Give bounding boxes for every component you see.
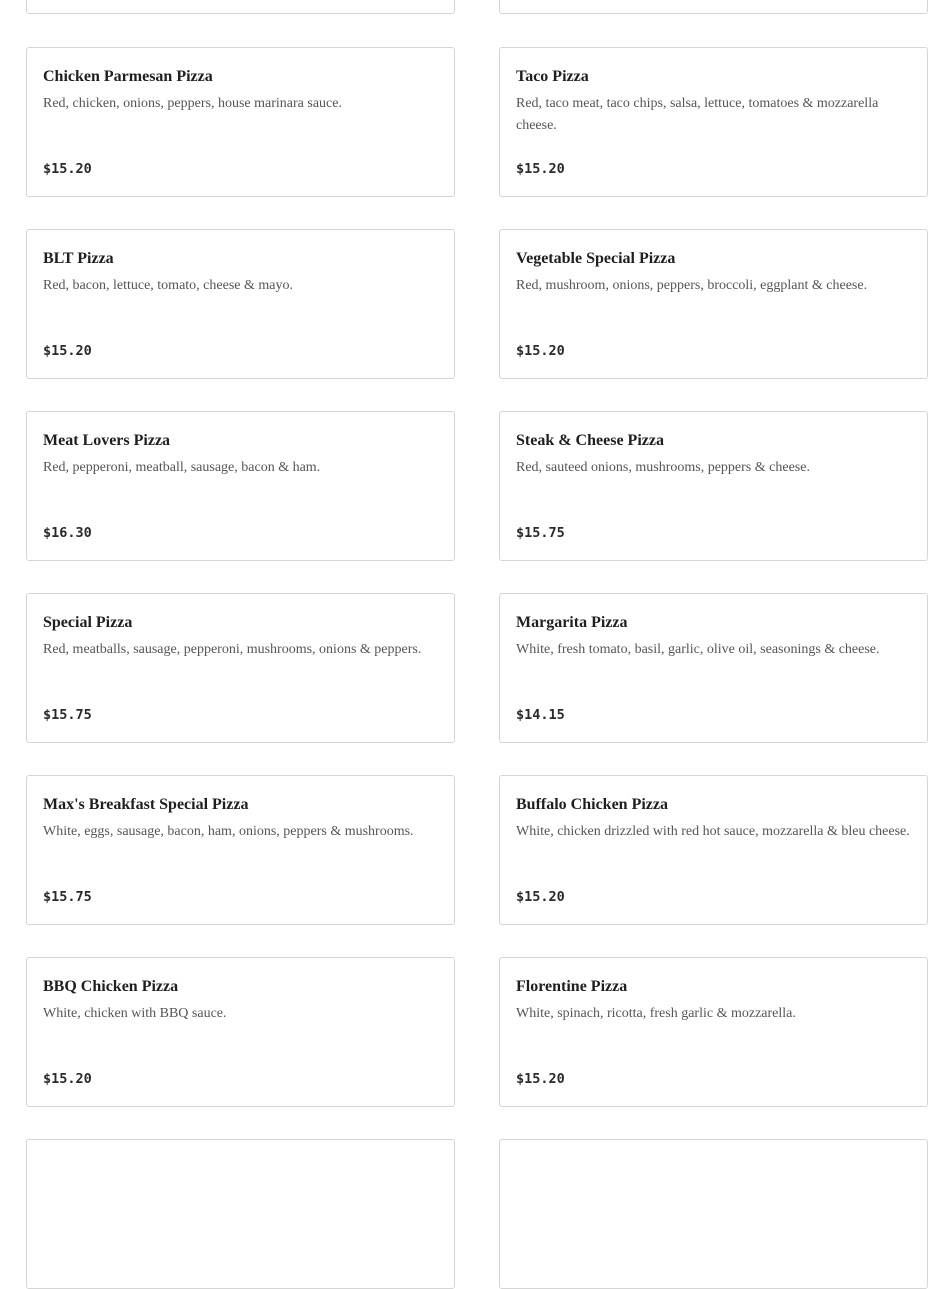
menu-item-description: Red, meatballs, sausage, pepperoni, mushrooms, onions & peppers. — [43, 642, 422, 657]
menu-item-card[interactable] — [26, 775, 455, 925]
menu-item-card[interactable] — [499, 957, 928, 1107]
menu-item-card[interactable] — [499, 411, 928, 561]
menu-item-name: Buffalo Chicken Pizza — [516, 796, 668, 813]
menu-item-name: BLT Pizza — [43, 250, 114, 267]
menu-item-card[interactable] — [26, 957, 455, 1107]
menu-item-description: Red, mushroom, onions, peppers, broccoli, eggplant & cheese. — [516, 278, 868, 293]
menu-item-price: $15.75 — [43, 707, 92, 723]
menu-item-name: Florentine Pizza — [516, 978, 628, 995]
menu-item-price: $15.20 — [516, 343, 565, 359]
menu-item-price: $15.75 — [43, 889, 92, 905]
menu-item-card[interactable] — [499, 47, 928, 197]
menu-item-price: $15.20 — [43, 161, 92, 177]
menu-item-description: White, fresh tomato, basil, garlic, olive oil, seasonings & cheese. — [516, 642, 880, 657]
menu-item-description: Red, sauteed onions, mushrooms, peppers & cheese. — [516, 460, 810, 475]
menu-item-description: Red, taco meat, taco chips, salsa, lettuce, tomatoes & mozzarella cheese. — [516, 96, 879, 133]
menu-item-name: Margarita Pizza — [516, 614, 628, 631]
menu-item-name: Special Pizza — [43, 614, 133, 631]
menu-item-description: Red, pepperoni, meatball, sausage, bacon & ham. — [43, 460, 321, 475]
menu-item-card[interactable] — [499, 593, 928, 743]
menu-item-price: $15.20 — [516, 161, 565, 177]
menu-item-card-partial-bottom-right[interactable] — [499, 1139, 928, 1289]
menu-item-price: $15.20 — [516, 1071, 565, 1087]
menu-item-card-partial-top-right[interactable] — [499, 0, 928, 14]
menu-item-price: $14.15 — [516, 707, 565, 723]
menu-item-description: Red, bacon, lettuce, tomato, cheese & mayo. — [43, 278, 293, 293]
menu-item-description: White, chicken with BBQ sauce. — [43, 1006, 227, 1021]
menu-item-card[interactable] — [26, 411, 455, 561]
menu-item-price: $15.20 — [516, 889, 565, 905]
menu-item-card[interactable] — [26, 47, 455, 197]
menu-item-name: Steak & Cheese Pizza — [516, 432, 664, 449]
menu-item-price: $15.20 — [43, 1071, 92, 1087]
menu-item-name: Taco Pizza — [516, 68, 589, 85]
menu-item-card[interactable] — [499, 229, 928, 379]
menu-item-name: BBQ Chicken Pizza — [43, 978, 179, 995]
menu-item-name: Max's Breakfast Special Pizza — [43, 796, 249, 813]
menu-item-card[interactable] — [26, 229, 455, 379]
menu-item-price: $16.30 — [43, 525, 92, 541]
menu-item-price: $15.20 — [43, 343, 92, 359]
menu-item-description: White, eggs, sausage, bacon, ham, onions, peppers & mushrooms. — [43, 824, 414, 839]
menu-item-name: Chicken Parmesan Pizza — [43, 68, 213, 85]
menu-item-card-partial-bottom-left[interactable] — [26, 1139, 455, 1289]
menu-item-card[interactable] — [499, 775, 928, 925]
menu-item-description: White, chicken drizzled with red hot sauce, mozzarella & bleu cheese. — [516, 824, 910, 839]
menu-item-price: $15.75 — [516, 525, 565, 541]
menu-item-card[interactable] — [26, 593, 455, 743]
menu-item-name: Meat Lovers Pizza — [43, 432, 171, 449]
menu-item-description: Red, chicken, onions, peppers, house marinara sauce. — [43, 96, 342, 111]
menu-item-card-partial-top-left[interactable] — [26, 0, 455, 14]
menu-item-name: Vegetable Special Pizza — [516, 250, 676, 267]
menu-item-description: White, spinach, ricotta, fresh garlic & mozzarella. — [516, 1006, 796, 1021]
